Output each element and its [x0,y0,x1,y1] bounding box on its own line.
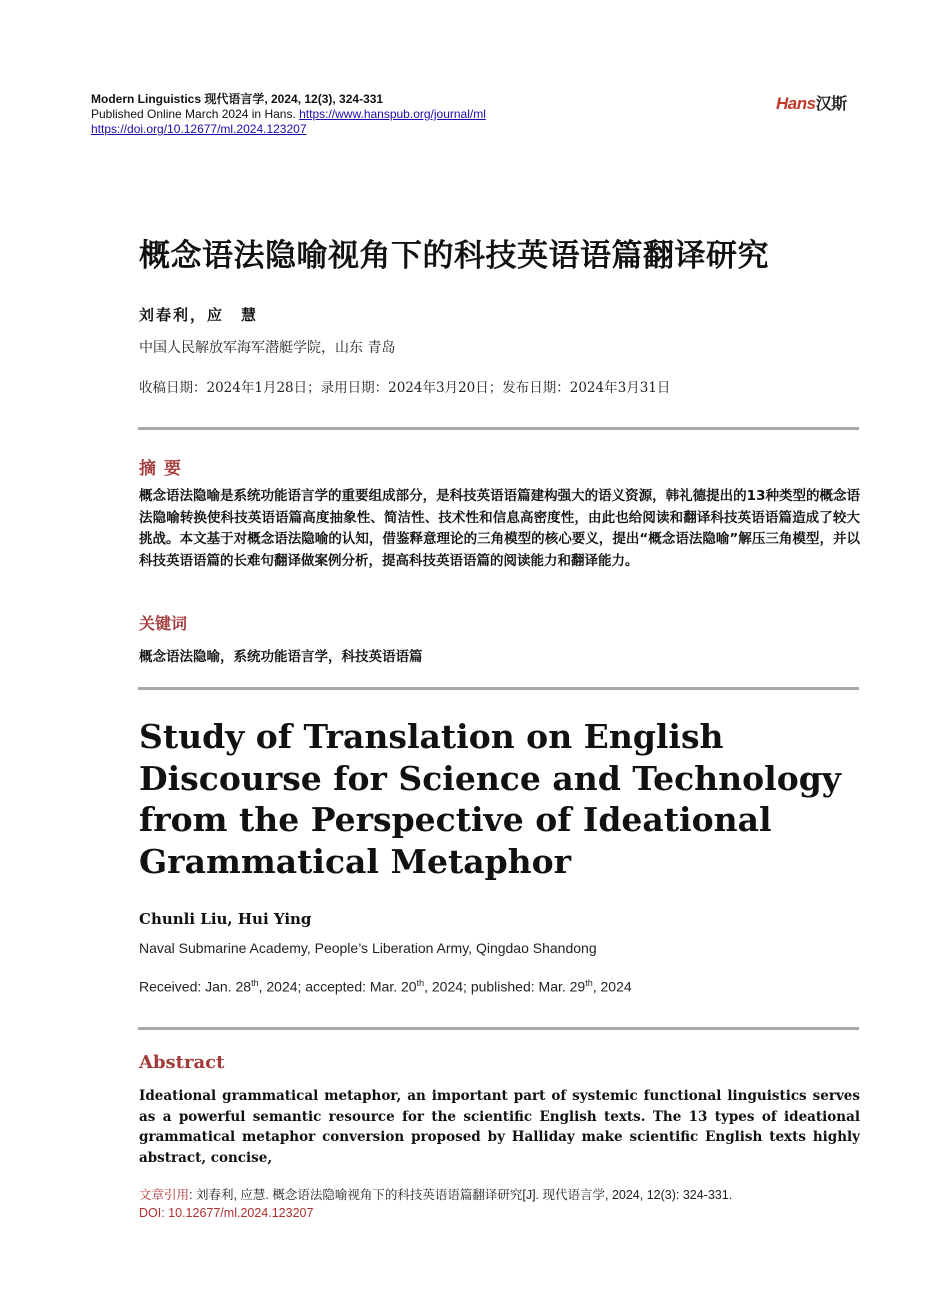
ordinal-sup: th [251,978,259,988]
ordinal-sup: th [416,978,425,988]
hans-logo [776,91,847,114]
cn-abstract-heading: 摘要 [139,459,189,479]
divider [138,687,859,690]
cn-authors: 刘春利，应 慧 [139,306,259,324]
citation-text: : 刘春利, 应慧. 概念语法隐喻视角下的科技英语语篇翻译研究[J]. 现代语言学, 2024, 12(3): 324-331. [189,1188,733,1202]
logo-latin: Hans [776,94,816,113]
en-title: Study of Translation on English Discourse for Science and Technology from the Perspective of Ideational Grammatical Metaphor [139,717,841,881]
en-abstract: Ideational grammatical metaphor, an important part of systemic functional linguistics serves as a powerful semantic resource for the scientific English texts. The 13 types of ideational grammatical metaphor conversion proposed by Halliday make scientific English texts highly abstract, concise, [139,1088,860,1166]
en-abstract-heading: Abstract [139,1052,225,1073]
cn-keywords: 概念语法隐喻，系统功能语言学，科技英语语篇 [139,649,423,665]
logo-cn: 汉斯 [815,96,847,113]
journal-url-link[interactable]: https://www.hanspub.org/journal/ml [299,107,486,121]
en-affiliation: Naval Submarine Academy, People’s Liberation Army, Qingdao Shandong [139,940,597,956]
cn-affiliation: 中国人民解放军海军潜艇学院，山东 青岛 [139,340,396,356]
citation-footer [139,1186,732,1222]
en-dates [139,978,632,995]
cn-abstract: 概念语法隐喻是系统功能语言学的重要组成部分，是科技英语语篇建构强大的语义资源，韩礼德提出的13种类型的概念语法隐喻转换使科技英语语篇高度抽象性、简洁性、技术性和信息高密度性，由此也给阅读和翻译科技英语语篇造成了较大挑战。本文基于对概念语法隐喻的认知，借鉴释意理论的三角模型的核心要义，提出“概念语法隐喻”解压三角模型，并以科技英语语篇的长难句翻译做案例分析，提高科技英语语篇的阅读能力和翻译能力。 [139,488,860,569]
cn-title: 概念语法隐喻视角下的科技英语语篇翻译研究 [139,238,769,274]
citation-doi: DOI: 10.12677/ml.2024.123207 [139,1206,314,1220]
journal-line: Modern Linguistics 现代语言学, 2024, 12(3), 324-331 [91,92,384,106]
divider [138,1027,859,1030]
en-authors: Chunli Liu, Hui Ying [139,910,312,928]
cn-keywords-heading: 关键词 [139,614,188,633]
year-tail: , 2024 [592,978,632,995]
doi-url-link[interactable]: https://doi.org/10.12677/ml.2024.123207 [91,122,307,136]
journal-header [91,92,486,137]
accepted-date: , 2024; accepted: Mar. 20 [258,978,417,995]
received-date: Received: Jan. 28 [139,978,252,995]
published-prefix: Published Online March 2024 in Hans. [91,107,300,121]
divider [138,427,859,430]
cn-dates: 收稿日期：2024年1月28日；录用日期：2024年3月20日；发布日期：2024年3月31日 [139,380,671,396]
published-date: , 2024; published: Mar. 29 [424,978,586,995]
citation-label: 文章引用 [139,1188,190,1202]
ordinal-sup: th [585,978,593,988]
published-line [91,107,486,122]
